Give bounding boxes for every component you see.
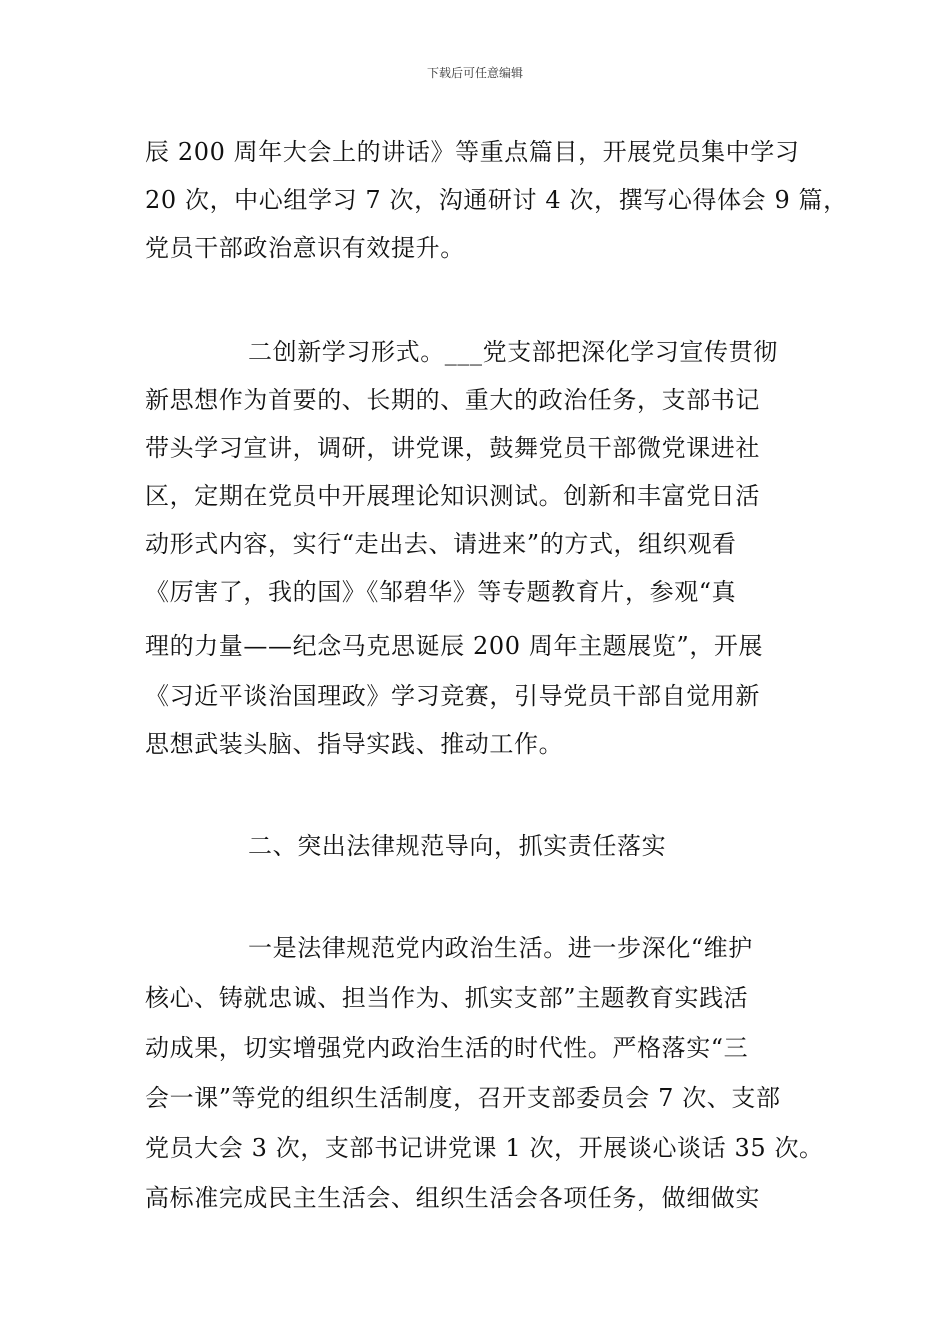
text-line: 党员干部政治意识有效提升。 [145, 234, 465, 262]
text-line: 辰 200 周年大会上的讲话》等重点篇目，开展党员集中学习 [145, 138, 800, 166]
text-line: 《习近平谈治国理政》学习竞赛，引导党员干部自觉用新 [145, 682, 760, 710]
text-line: 动形式内容，实行“走出去、请进来”的方式，组织观看 [145, 530, 737, 558]
text-line: 20 次，中心组学习 7 次，沟通研讨 4 次，撰写心得体会 9 篇， [145, 186, 848, 214]
text-line: 动成果，切实增强党内政治生活的时代性。严格落实“三 [145, 1034, 749, 1062]
text-line: 新思想作为首要的、长期的、重大的政治任务，支部书记 [145, 386, 760, 414]
text-line: 理的力量——纪念马克思诞辰 200 周年主题展览”，开展 [145, 632, 764, 660]
text-line: 会一课”等党的组织生活制度，召开支部委员会 7 次、支部 [145, 1084, 781, 1112]
section-heading: 二、突出法律规范导向，抓实责任落实 [248, 832, 667, 860]
text-line: 核心、铸就忠诚、担当作为、抓实支部”主题教育实践活 [145, 984, 749, 1012]
text-line: 区，定期在党员中开展理论知识测试。创新和丰富党日活 [145, 482, 760, 510]
paragraph-first-line: 一是法律规范党内政治生活。进一步深化“维护 [248, 934, 753, 962]
text-line: 带头学习宣讲，调研，讲党课，鼓舞党员干部微党课进社 [145, 434, 760, 462]
text-line: 思想武装头脑、指导实践、推动工作。 [145, 730, 564, 758]
text-line: 高标准完成民主生活会、组织生活会各项任务，做细做实 [145, 1184, 760, 1212]
page-header: 下载后可任意编辑 [426, 66, 523, 80]
paragraph-first-line: 二创新学习形式。___党支部把深化学习宣传贯彻 [248, 338, 778, 366]
text-line: 《厉害了，我的国》《邹碧华》等专题教育片，参观“真 [145, 578, 737, 606]
text-line: 党员大会 3 次，支部书记讲党课 1 次，开展谈心谈话 35 次。 [145, 1134, 824, 1162]
